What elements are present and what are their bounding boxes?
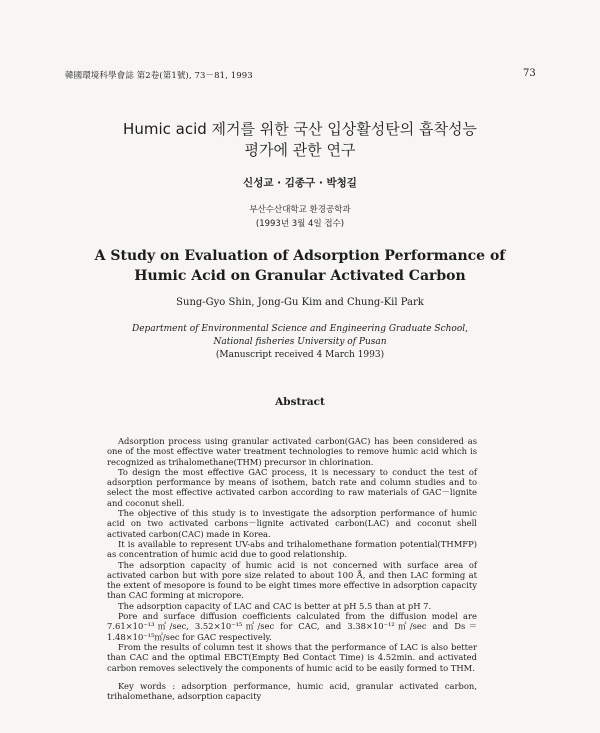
- korean-received-date: (1993년 3월 4일 접수): [255, 219, 345, 229]
- abstract-paragraph: It is available to represent UV-abs and trihalomethane formation potential(THMFP) as concentration of humic acid due to good relationship.: [107, 538, 477, 560]
- korean-authors: 신성교 · 김종구 · 박청길: [243, 177, 357, 189]
- english-title-line-2: Humic Acid on Granular Activated Carbon: [134, 268, 466, 284]
- keywords-block: [107, 681, 477, 702]
- english-authors: Sung-Gyo Shin, Jong-Gu Kim and Chung-Kil Park: [176, 297, 424, 308]
- abstract-paragraph: Pore and surface diffusion coefficients calculated from the diffusion model are 7.61×10⁻¹³㎡/sec, 3.52×10⁻¹⁵㎡/sec for CAC, and 3.38×10⁻¹²㎡/sec and Ds＝1.48×10⁻¹⁵㎡/sec for GAC respectively.: [107, 611, 477, 642]
- abstract-paragraph: The objective of this study is to investigate the adsorption performance of humic acid on two activated carbons－lignite activated carbon(LAC) and coconut shell activated carbon(CAC) made in Korea.: [107, 508, 477, 539]
- page-number: 73: [523, 68, 536, 79]
- english-affiliation-line-2: National fisheries University of Pusan: [213, 337, 387, 347]
- keywords: Key words : adsorption performance, humic acid, granular activated carbon, trihalomethane, adsorption capacity: [107, 681, 477, 702]
- abstract-paragraph: The adsorption capacity of humic acid is not concerned with surface area of activated carbon but with pore size related to about 100 Å, and then LAC forming at the extent of mesopore is found to be eight times more effective in adsorption capacity than CAC forming at micropore.: [107, 559, 477, 601]
- abstract-paragraph: To design the most effective GAC process, it is necessary to conduct the test of adsorption performance by means of isothem, batch rate and column studies and to select the most effective activated carbon according to raw materials of GAC－lignite and coconut shell.: [107, 466, 477, 508]
- abstract-paragraph: From the results of column test it shows that the performance of LAC is also better than CAC and the optimal EBCT(Empty Bed Contact Time) is 4.52min. and activated carbon removes selectively the components of humic acid to be easily formed to THM.: [107, 641, 477, 673]
- abstract-heading: Abstract: [275, 396, 325, 408]
- english-affiliation-line-1: Department of Environmental Science and Engineering Graduate School,: [132, 324, 468, 334]
- english-title-line-1: A Study on Evaluation of Adsorption Performance of: [94, 248, 506, 264]
- korean-title-line-2: 평가에 관한 연구: [244, 141, 356, 159]
- english-received-date: (Manuscript received 4 March 1993): [215, 350, 385, 360]
- abstract-body: [107, 436, 477, 673]
- abstract-paragraph: Adsorption process using granular activated carbon(GAC) has been considered as one of the most effective water treatment technologies to remove humic acid which is recognized as trihalomethane(THM) precursor in chlorination.: [107, 436, 477, 467]
- korean-title-line-1: Humic acid 제거를 위한 국산 입상활성탄의 흡착성능: [123, 120, 477, 138]
- abstract-paragraph: The adsorption capacity of LAC and CAC is better at pH 5.5 than at pH 7.: [118, 600, 432, 611]
- journal-citation: 韓國環境科學會誌 第2卷(第1號), 73－81, 1993: [65, 71, 253, 81]
- korean-affiliation: 부산수산대학교 환경공학과: [249, 205, 351, 215]
